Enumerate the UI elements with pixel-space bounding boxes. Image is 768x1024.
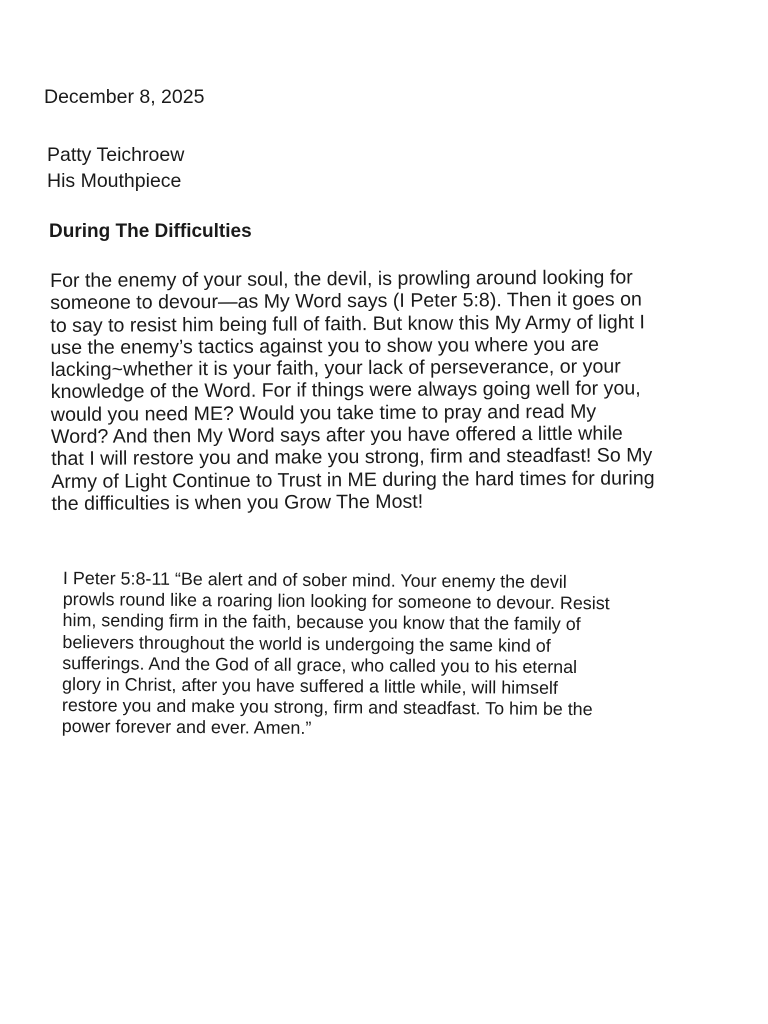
document-title: During The Difficulties bbox=[49, 221, 252, 242]
message-paragraph bbox=[50, 266, 655, 515]
message-line: someone to devour—as My Word says (I Peter 5:8). Then it goes on bbox=[50, 288, 642, 315]
author-name: Patty Teichroew bbox=[47, 144, 185, 166]
message-line: Army of Light Continue to Trust in ME during the hard times for during bbox=[51, 466, 655, 493]
message-line: Word? And then My Word says after you have offered a little while bbox=[50, 422, 623, 449]
scripture-line: I Peter 5:8-11 “Be alert and of sober mind. Your enemy the devil bbox=[62, 568, 567, 592]
author-block bbox=[47, 142, 184, 194]
scripture-line: restore you and make you strong, firm and steadfast. To him be the bbox=[61, 695, 593, 720]
document-date: December 8, 2025 bbox=[44, 86, 205, 108]
message-line: For the enemy of your soul, the devil, is prowling around looking for bbox=[50, 266, 633, 292]
message-line: lacking~whether it is your faith, your lack of perseverance, or your bbox=[50, 355, 621, 382]
scripture-line: him, sending firm in the faith, because you know that the family of bbox=[62, 610, 581, 635]
scripture-line: sufferings. And the God of all grace, who called you to his eternal bbox=[62, 652, 578, 677]
scripture-line: prowls round like a roaring lion looking for someone to devour. Resist bbox=[62, 589, 610, 614]
message-line: to say to resist him being full of faith. But know this My Army of light I bbox=[50, 310, 645, 337]
message-line: the difficulties is when you Grow The Most! bbox=[51, 490, 424, 515]
message-line: use the enemy’s tactics against you to show you where you are bbox=[50, 333, 600, 359]
message-line: that I will restore you and make you strong, firm and steadfast! So My bbox=[51, 444, 653, 471]
message-line: would you need ME? Would you take time to pray and read My bbox=[50, 400, 597, 426]
scripture-line: believers throughout the world is undergoing the same kind of bbox=[62, 631, 551, 656]
scripture-line: glory in Christ, after you have suffered a little while, will himself bbox=[62, 674, 559, 698]
author-title: His Mouthpiece bbox=[47, 170, 182, 192]
scripture-line: power forever and ever. Amen.” bbox=[61, 716, 312, 739]
scripture-paragraph bbox=[62, 568, 610, 742]
message-line: knowledge of the Word. For if things were always going well for you, bbox=[50, 377, 641, 404]
